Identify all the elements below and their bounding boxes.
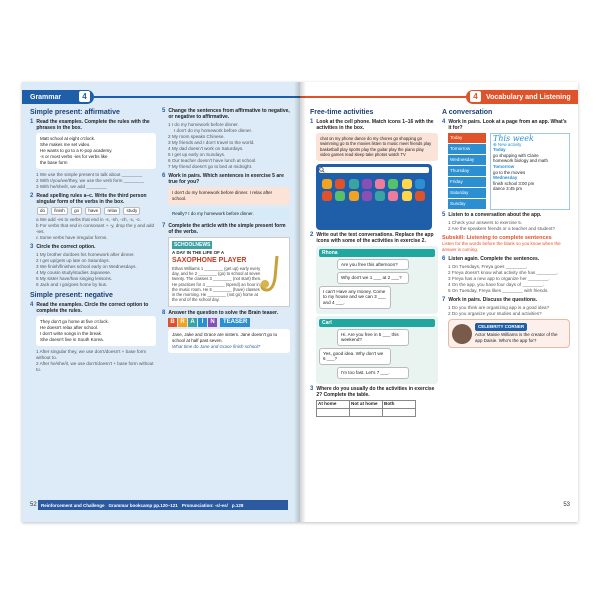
- footer-item: Grammar bookcamp pp.120–121: [108, 502, 178, 508]
- spelling-rule: c Some verbs have irregular forms.: [36, 235, 108, 240]
- question-line: 1 Do you think are organizing app is a good idea?: [448, 305, 550, 310]
- exercise-1: [30, 119, 156, 131]
- left-column: [30, 108, 156, 373]
- section-heading-negative: Simple present: negative: [30, 292, 113, 299]
- vocabulary-header: [466, 90, 578, 104]
- section-heading-free-time: Free-time activities: [310, 109, 374, 116]
- exercise-instruction: Work in pairs. Discuss the questions.: [448, 297, 538, 303]
- example-line: She doesn't live in South Korea.: [40, 337, 104, 342]
- exercise-instruction: Change the sentences from affirmative to negative, or negative to affirmative.: [168, 108, 290, 120]
- question-line: 1 Check your answers to exercise 5.: [448, 220, 523, 225]
- speech-box: [168, 187, 290, 205]
- example-line: He wants to go to a K-pop academy.: [40, 148, 113, 153]
- table-header: Not at home: [350, 400, 383, 408]
- exercise-number: 5: [162, 108, 166, 114]
- complete-sentence-lines: [442, 264, 570, 294]
- exercise-number: 6: [162, 173, 166, 179]
- app-icon: [402, 179, 412, 189]
- section-heading-conversation: A conversation: [442, 109, 493, 116]
- teaser-question: What time do Jane and Grace finish school?: [172, 344, 261, 349]
- app-icon: [415, 179, 425, 189]
- this-week-title: This week: [493, 134, 534, 143]
- exercise-3: [310, 386, 438, 398]
- verb-pill: have: [85, 207, 101, 215]
- planner-entry: finish school 3:00 pm: [493, 180, 535, 186]
- app-icon: [362, 179, 372, 189]
- verb-pill: go: [71, 207, 82, 215]
- verb-pill: do: [37, 207, 48, 215]
- teaser-text: Jane, Jake and Grace are sisters. Jane doesn't go to school at half past seven.: [172, 332, 278, 343]
- exercise-line: 3 We finish/finishes school early on Wednesdays.: [36, 264, 137, 269]
- exercise-line: 2 My mom speaks Chinese.: [168, 134, 225, 139]
- verb-pill: study: [123, 207, 140, 215]
- negative-example-box: [36, 316, 156, 346]
- rule-lines: [30, 172, 156, 190]
- exercise-2: [30, 193, 156, 205]
- transform-lines: [162, 122, 290, 170]
- exercise-number: 2: [310, 231, 314, 238]
- example-line: -s or most verbs -ies for verbs like: [40, 154, 108, 159]
- exercise-4: [442, 119, 570, 131]
- reinforcement-footer: [38, 500, 288, 510]
- news-masthead: SCHOOLNEWS: [174, 242, 211, 248]
- exercise-6: [162, 173, 290, 185]
- rule-line: 1 After singular they, we use don't/doesn't + base form without to.: [36, 349, 147, 360]
- activities-table: [316, 400, 416, 417]
- sentence-line: 2 Freya doesn't know what activity she has ________.: [448, 270, 559, 275]
- planner-day-list: [448, 133, 486, 210]
- exercise-number: 4: [30, 302, 34, 308]
- textbook-spread: [22, 82, 578, 522]
- search-icon: [319, 167, 325, 173]
- left-page-column-2: [162, 108, 290, 356]
- exercise-line: 4 My cousin study/studies Japanese.: [36, 270, 112, 275]
- app-icon: [349, 191, 359, 201]
- exercise-number: 8: [162, 310, 166, 316]
- right-page-column-2: [442, 108, 570, 348]
- teaser-letter: R: [178, 318, 187, 327]
- table-cell[interactable]: [383, 408, 416, 416]
- planner-entry: go shopping with Claire: [493, 152, 539, 158]
- celebrity-corner-label: CELEBRITY CORNER: [475, 323, 527, 331]
- planner-day[interactable]: Wednesday: [448, 155, 486, 165]
- footer-item: p.128: [231, 502, 244, 508]
- exercise-line: 7 My friend doesn't go to bed at midnight.: [168, 164, 253, 169]
- teaser-letter: A: [188, 318, 197, 327]
- app-icon: [388, 191, 398, 201]
- exercise-7: [442, 297, 570, 303]
- teaser-letter: N: [208, 318, 217, 327]
- exercise-line: 1 My brother do/does his homework after dinner.: [36, 252, 135, 257]
- teaser-label: TEASER: [220, 318, 250, 327]
- table-header: Both: [383, 400, 416, 408]
- phone-search-bar: [319, 167, 429, 173]
- planner-day[interactable]: Today: [448, 133, 486, 143]
- exercise-number: 4: [442, 119, 446, 125]
- new-activity-label: New activity: [497, 141, 522, 147]
- exercise-2: [310, 232, 438, 244]
- exercise-number: 6: [442, 256, 446, 262]
- cell-phone-screen: [316, 164, 432, 230]
- news-title: SAXOPHONE PLAYER: [172, 257, 247, 264]
- exercise-instruction: Circle the correct option.: [36, 244, 96, 250]
- page-number: 53: [563, 502, 570, 508]
- exercise-instruction: Listen again. Complete the sentences.: [448, 256, 540, 262]
- spelling-rule: b For verbs that end in consonant + -y, drop the y and add -ies.: [36, 223, 155, 234]
- subskill-note: Listen for the words before the blank so you know when the answer is coming.: [442, 241, 561, 252]
- app-icon: [335, 179, 345, 189]
- header-rule: [94, 96, 300, 98]
- sentence-line: 5 On Tuesday, Freya likes ________ with friends.: [448, 288, 549, 293]
- right-page-column-1: [310, 108, 438, 417]
- exercise-number: 2: [30, 193, 34, 199]
- chat-conversation-1: [316, 246, 438, 314]
- speech-reply-box: [168, 208, 290, 220]
- app-icon-grid: [319, 176, 429, 204]
- chat-contact-name: Rhona: [319, 249, 435, 257]
- exercise-1: [310, 119, 438, 131]
- speech-line: Really? I do my homework before dinner.: [172, 211, 254, 216]
- exercise-5: [162, 108, 290, 120]
- celebrity-avatar: [452, 324, 472, 344]
- app-icon: [402, 191, 412, 201]
- planner-day-heading: Today: [493, 147, 506, 153]
- exercise-5: [442, 212, 570, 218]
- verb-pill: relax: [104, 207, 120, 215]
- rule-line: 1 We use the simple present to talk about ________: [36, 172, 143, 177]
- exercise-3: [30, 244, 156, 250]
- example-line: He doesn't relax after school.: [40, 325, 99, 330]
- chat-bubble: I'm too fast. Let's 7 ___.: [337, 367, 409, 379]
- planner-day[interactable]: Saturday: [448, 188, 486, 198]
- exercise-line: 2 I get up/gets up late on Saturdays.: [36, 258, 110, 263]
- planner-day[interactable]: Tomorrow: [448, 144, 486, 154]
- sentence-line: 3 Freya has a new app to organize her ________.: [448, 276, 550, 281]
- celebrity-corner: [448, 319, 570, 348]
- exercise-instruction: Work in pairs. Look at a page from an app. What's it for?: [448, 119, 567, 131]
- spelling-rules: [30, 217, 156, 241]
- exercise-number: 1: [310, 119, 314, 125]
- exercise-line: 5 My sister have/has singing lessons.: [36, 276, 113, 281]
- chat-bubble: Why don't we 1 ___ at 2 ___?: [337, 272, 409, 284]
- exercise-instruction: Where do you usually do the activities in exercise 2? Complete the table.: [316, 385, 435, 398]
- gutter-shadow: [300, 82, 306, 522]
- table-header: At home: [317, 400, 350, 408]
- verb-box: [36, 207, 156, 215]
- exercise-8: [162, 310, 290, 316]
- speech-line: I don't do my homework before dinner. I relax after school.: [172, 190, 273, 201]
- planner-day-heading: Wednesday: [493, 175, 518, 181]
- example-box: [36, 133, 156, 169]
- exercise-number: 1: [30, 119, 34, 125]
- exercise-line: 5 I get up early on Sundays.: [168, 152, 226, 157]
- sentence-line: 4 On the app, you have four days of ________.: [448, 282, 545, 287]
- planner-entry: go to the movies: [493, 169, 526, 175]
- chat-bubble: I can't Have any money. Come to my house and we can 3 ___ and 4 ___.: [319, 286, 391, 309]
- unit-number-badge: 4: [470, 91, 481, 102]
- vocabulary-header-title: Vocabulary and Listening: [486, 93, 571, 101]
- app-icon: [349, 179, 359, 189]
- example-line: She makes me set video.: [40, 142, 91, 147]
- exercise-instruction: Work in pairs. Which sentences in exercise 5 are true for you?: [168, 173, 284, 185]
- exercise-number: 3: [30, 244, 34, 250]
- exercise-line: 1 I do my homework before dinner.: [168, 122, 239, 127]
- exercise-example-answer: I don't do my homework before dinner.: [174, 128, 252, 133]
- app-icon: [375, 191, 385, 201]
- chat-bubble: Hi. Are you free in 5 ___ this weekend?: [337, 329, 409, 346]
- planner-day-heading: Tomorrow: [493, 163, 515, 169]
- spelling-rule: a We add -es to verbs that end in -s, -sh, -ch, -x, -o.: [36, 217, 141, 222]
- grammar-header-title: Grammar: [30, 93, 62, 101]
- teaser-letter: B: [168, 318, 177, 327]
- subskill-heading: Subskill: Listening to complete sentences: [442, 235, 552, 241]
- rule-line: 2 After he/she/it, we use don't/doesn't + base form without to.: [36, 361, 154, 372]
- plus-icon: ⊕: [493, 141, 497, 147]
- app-icon: [362, 191, 372, 201]
- brain-teaser-banner: [168, 318, 290, 327]
- section-heading-affirmative: Simple present: affirmative: [30, 109, 120, 116]
- exercise-line: 3 My friends and I don't travel to the world.: [168, 140, 255, 145]
- exercise-line: 6 Our teacher doesn't have lunch at school.: [168, 158, 257, 163]
- exercise-line: 4 My dad doesn't work on Saturdays.: [168, 146, 244, 151]
- planner-day[interactable]: Thursday: [448, 166, 486, 176]
- teaser-letter: I: [198, 318, 207, 327]
- celebrity-corner-text: Actor Maisie Williams is the creator of the app Daisie. Who's the app for?: [475, 332, 558, 343]
- app-icon: [322, 191, 332, 201]
- verb-pill: finish: [51, 207, 68, 215]
- exercise-instruction: Answer the question to solve the Brain teaser.: [168, 310, 279, 316]
- exercise-6: [442, 256, 570, 262]
- footer-item: Pronunciation: -s/-es/: [181, 502, 228, 508]
- unit-number-badge: 4: [79, 91, 90, 102]
- app-icon: [322, 179, 332, 189]
- news-subtitle: A DAY IN THE LIFE OF A: [172, 250, 225, 255]
- exercise-line: 6 Jack and I go/goes home by bus.: [36, 282, 108, 287]
- right-page: [300, 82, 578, 522]
- chat-contact-name: Carl: [319, 319, 435, 327]
- discussion-questions: [442, 305, 570, 317]
- left-page: [22, 82, 300, 522]
- example-line: Matt school at eight o'clock.: [40, 136, 96, 141]
- news-article: [168, 237, 290, 307]
- teaser-box: [168, 329, 290, 353]
- planner-entry: homework biology and math: [493, 158, 548, 164]
- planner-day[interactable]: Sunday: [448, 199, 486, 209]
- header-rule: [300, 96, 466, 98]
- app-icon: [388, 179, 398, 189]
- circle-option-lines: [30, 252, 156, 288]
- sentence-line: 1 On Tuesdays, Freya goes ________.: [448, 264, 528, 269]
- planner-app: [448, 133, 570, 210]
- saxophone-icon: [259, 254, 285, 294]
- grammar-header: [22, 90, 94, 104]
- exercise-7: [162, 223, 290, 235]
- exercise-instruction: Read the examples. Complete the rules with the phrases in the box.: [36, 119, 150, 131]
- app-icon: [375, 179, 385, 189]
- question-line: 2 Are the speakers friends or a teacher and student?: [448, 226, 555, 231]
- rule-line: 3 With he/she/it, we add ________: [36, 184, 107, 189]
- exercise-instruction: Look at the cell phone. Match icons 1–16 with the activities in the box.: [316, 119, 434, 131]
- chat-bubble: Yes, good idea. Why don't we 6 ___?: [319, 348, 391, 365]
- example-line: the base form: [40, 160, 68, 165]
- footer-item: Reinforcement and Challenge: [41, 502, 105, 508]
- listening-questions: [442, 220, 570, 232]
- this-week-panel: [490, 133, 570, 210]
- table-cell[interactable]: [350, 408, 383, 416]
- exercise-instruction: Read spelling rules a–c. Write the third person singular form of the verbs in the box.: [36, 193, 147, 205]
- app-icon: [335, 191, 345, 201]
- exercise-instruction: Listen to a conversation about the app.: [448, 212, 542, 218]
- exercise-number: 5: [442, 212, 446, 218]
- page-number: 52: [30, 502, 37, 508]
- news-body: Ethan Williams 1 ________ (get up) early every day, and he 2 ________ (go) to school at seven twenty. The classes 3 ________ (not start) then. He practices for 4 ________ (spend) an hour in the music room. He 5 ________ (have) classes in the morning. He ________ (not go) home at the end of the school day.: [172, 266, 262, 303]
- rule-line: 2 With I/you/we/they, we use the verb form ________: [36, 178, 145, 183]
- activities-box: chat on my phone dance do my chores go shopping go swimming go to the movies listen to music meet friends play basketball play sports play the guitar play the piano play video games read sleep take photos watch TV: [316, 133, 438, 161]
- exercise-number: 7: [162, 223, 166, 229]
- exercise-4: [30, 302, 156, 314]
- exercise-number: 3: [310, 385, 314, 392]
- question-line: 2 Do you organize your studies and activities?: [448, 311, 542, 316]
- planner-entry: dance 3:45 pm: [493, 186, 523, 192]
- exercise-instruction: Write out the text conversations. Replace the app icons with some of the activities in exercise 2.: [316, 231, 434, 244]
- app-icon: [415, 191, 425, 201]
- table-cell[interactable]: [317, 408, 350, 416]
- exercise-instruction: Complete the article with the simple present form of the verbs.: [168, 223, 286, 235]
- example-line: I don't write songs in the break.: [40, 331, 103, 336]
- planner-day[interactable]: Friday: [448, 177, 486, 187]
- chat-conversation-2: [316, 316, 438, 384]
- chat-bubble: Are you free this afternoon?: [337, 259, 409, 271]
- negative-rule-lines: [30, 349, 156, 373]
- exercise-number: 7: [442, 297, 446, 303]
- example-line: They don't go home at five o'clock.: [40, 319, 110, 324]
- exercise-instruction: Read the examples. Circle the correct option to complete the rules.: [36, 302, 149, 314]
